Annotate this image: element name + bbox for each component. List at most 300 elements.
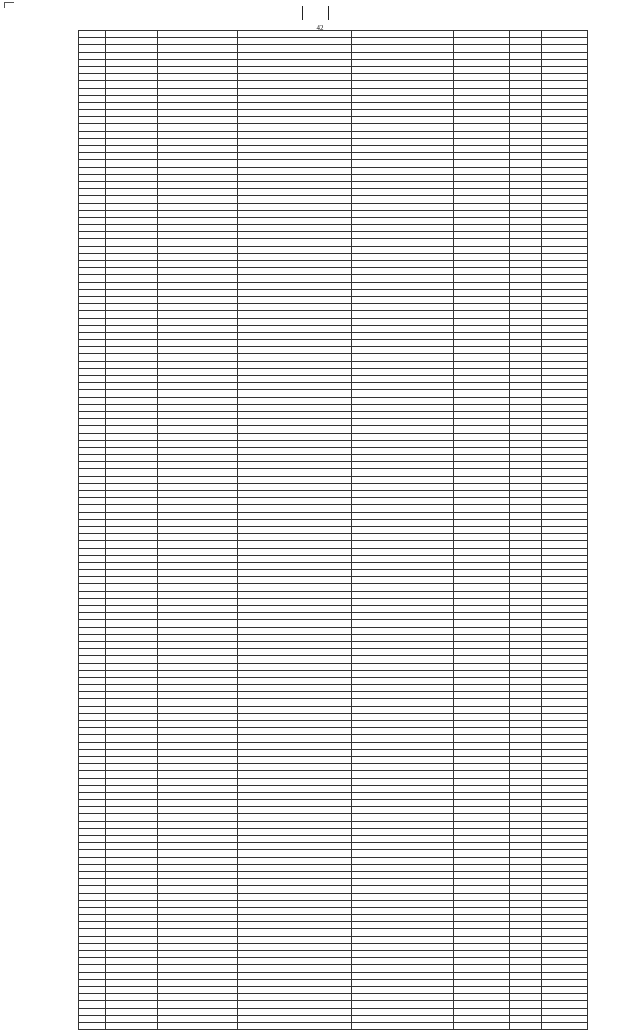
table-cell [542,332,588,339]
table-cell [454,189,510,196]
table-cell [542,225,588,232]
table-cell [106,282,158,289]
table-cell [79,447,106,454]
table-cell [106,376,158,383]
table-cell [158,31,238,38]
table-cell [510,361,542,368]
table-cell [79,491,106,498]
table-cell [542,483,588,490]
table-cell [238,670,352,677]
table-cell [352,986,454,993]
table-cell [79,721,106,728]
table-cell [542,304,588,311]
table-cell [79,52,106,59]
table-cell [158,800,238,807]
table-cell [79,411,106,418]
table-cell [238,246,352,253]
table-cell [510,620,542,627]
table-cell [510,749,542,756]
table-cell [238,814,352,821]
table-cell [454,74,510,81]
table-cell [542,785,588,792]
table-cell [542,1001,588,1008]
table-row [79,677,588,684]
table-cell [542,821,588,828]
table-cell [352,304,454,311]
table-cell [79,225,106,232]
table-cell [79,685,106,692]
table-cell [542,404,588,411]
table-cell [158,713,238,720]
table-cell [79,383,106,390]
table-cell [510,634,542,641]
table-cell [106,498,158,505]
table-cell [158,828,238,835]
table-cell [454,541,510,548]
table-cell [510,282,542,289]
table-cell [454,721,510,728]
table-cell [510,907,542,914]
table-cell [454,239,510,246]
table-cell [238,110,352,117]
table-cell [352,627,454,634]
table-cell [106,871,158,878]
table-cell [510,886,542,893]
table-cell [454,534,510,541]
table-cell [79,526,106,533]
table-cell [106,893,158,900]
table-cell [238,383,352,390]
table-cell [158,433,238,440]
table-row [79,189,588,196]
table-cell [106,426,158,433]
table-row [79,52,588,59]
table-cell [106,311,158,318]
table-cell [79,498,106,505]
table-cell [79,505,106,512]
table-cell [238,512,352,519]
table-cell [238,354,352,361]
table-cell [454,246,510,253]
table-cell [352,613,454,620]
table-cell [510,102,542,109]
table-cell [106,174,158,181]
table-cell [106,663,158,670]
table-cell [510,505,542,512]
table-cell [510,38,542,45]
table-cell [352,785,454,792]
table-row [79,915,588,922]
table-cell [158,843,238,850]
table-cell [454,936,510,943]
table-cell [352,462,454,469]
table-cell [510,534,542,541]
table-cell [79,404,106,411]
table-cell [106,951,158,958]
table-row [79,792,588,799]
table-cell [79,275,106,282]
table-cell [454,354,510,361]
table-cell [106,59,158,66]
table-cell [510,110,542,117]
table-row [79,864,588,871]
table-cell [454,390,510,397]
table-cell [542,792,588,799]
table-cell [352,814,454,821]
table-cell [106,526,158,533]
table-cell [352,203,454,210]
table-cell [542,756,588,763]
table-cell [238,210,352,217]
table-cell [510,670,542,677]
table-cell [158,965,238,972]
table-cell [106,181,158,188]
table-cell [510,117,542,124]
table-cell [510,541,542,548]
table-cell [454,81,510,88]
table-cell [352,519,454,526]
table-cell [510,433,542,440]
table-cell [106,476,158,483]
table-cell [106,534,158,541]
table-cell [106,38,158,45]
table-cell [238,325,352,332]
table-cell [454,332,510,339]
table-cell [510,332,542,339]
table-cell [79,613,106,620]
table-cell [158,131,238,138]
table-cell [106,1008,158,1015]
table-cell [238,879,352,886]
table-cell [158,289,238,296]
table-cell [510,519,542,526]
table-cell [510,900,542,907]
table-cell [79,74,106,81]
table-row [79,419,588,426]
table-cell [106,203,158,210]
table-cell [454,850,510,857]
table-cell [238,146,352,153]
table-cell [454,879,510,886]
table-cell [79,95,106,102]
table-cell [352,411,454,418]
table-cell [352,469,454,476]
table-cell [352,871,454,878]
table-row [79,174,588,181]
table-cell [79,311,106,318]
table-cell [106,261,158,268]
table-cell [542,110,588,117]
table-cell [106,850,158,857]
table-cell [352,318,454,325]
table-cell [510,721,542,728]
table-cell [352,81,454,88]
table-cell [542,66,588,73]
table-cell [106,972,158,979]
table-row [79,455,588,462]
table-row [79,59,588,66]
table-cell [454,153,510,160]
table-cell [510,217,542,224]
table-cell [106,52,158,59]
table-cell [79,261,106,268]
table-cell [454,735,510,742]
table-cell [454,907,510,914]
table-cell [106,469,158,476]
table-cell [510,785,542,792]
table-cell [158,404,238,411]
table-row [79,1022,588,1029]
table-cell [454,131,510,138]
table-cell [510,584,542,591]
table-cell [542,519,588,526]
table-row [79,591,588,598]
table-cell [352,1015,454,1022]
table-cell [454,181,510,188]
table-cell [158,677,238,684]
table-cell [352,800,454,807]
table-cell [454,512,510,519]
table-cell [454,900,510,907]
table-cell [106,491,158,498]
table-cell [158,246,238,253]
table-cell [238,498,352,505]
table-cell [542,512,588,519]
table-cell [352,102,454,109]
table-cell [352,1022,454,1029]
table-cell [238,59,352,66]
table-cell [79,713,106,720]
table-row [79,483,588,490]
table-cell [158,922,238,929]
table-cell [238,160,352,167]
table-cell [542,52,588,59]
table-cell [510,598,542,605]
table-cell [158,253,238,260]
table-cell [542,196,588,203]
table-cell [238,433,352,440]
table-row [79,232,588,239]
table-cell [542,419,588,426]
table-cell [542,936,588,943]
table-row [79,620,588,627]
table-cell [510,699,542,706]
table-cell [79,907,106,914]
table-cell [79,332,106,339]
table-cell [510,462,542,469]
binding-mark-left [302,6,303,20]
table-cell [79,289,106,296]
table-cell [158,699,238,706]
table-cell [79,483,106,490]
table-cell [454,828,510,835]
table-cell [454,174,510,181]
table-cell [158,491,238,498]
table-cell [238,555,352,562]
table-row [79,268,588,275]
table-cell [352,74,454,81]
table-cell [510,879,542,886]
table-row [79,922,588,929]
table-cell [454,591,510,598]
table-row [79,656,588,663]
table-cell [79,548,106,555]
table-cell [454,210,510,217]
table-cell [510,871,542,878]
table-row [79,526,588,533]
table-row [79,390,588,397]
table-cell [79,828,106,835]
table-cell [454,692,510,699]
table-row [79,239,588,246]
table-cell [510,268,542,275]
table-cell [158,340,238,347]
table-cell [106,404,158,411]
table-cell [158,771,238,778]
table-cell [510,828,542,835]
table-cell [510,153,542,160]
table-cell [352,498,454,505]
table-cell [454,146,510,153]
table-cell [79,253,106,260]
table-cell [106,232,158,239]
table-cell [454,117,510,124]
table-cell [352,419,454,426]
table-cell [158,38,238,45]
table-cell [106,742,158,749]
table-cell [79,864,106,871]
table-cell [79,929,106,936]
table-cell [158,189,238,196]
table-cell [510,174,542,181]
table-cell [542,325,588,332]
table-cell [106,907,158,914]
table-cell [542,771,588,778]
table-cell [510,526,542,533]
table-cell [238,232,352,239]
table-row [79,117,588,124]
table-cell [79,1022,106,1029]
table-cell [79,124,106,131]
table-cell [158,656,238,663]
table-cell [352,196,454,203]
table-cell [158,376,238,383]
table-cell [352,649,454,656]
table-cell [79,649,106,656]
table-cell [106,548,158,555]
table-cell [238,304,352,311]
table-cell [352,246,454,253]
table-cell [510,138,542,145]
table-cell [510,246,542,253]
table-cell [106,383,158,390]
table-cell [510,843,542,850]
table-row [79,261,588,268]
table-cell [106,253,158,260]
table-cell [352,598,454,605]
table-cell [238,943,352,950]
table-cell [510,1001,542,1008]
table-cell [352,275,454,282]
table-cell [238,893,352,900]
table-cell [454,225,510,232]
table-cell [454,606,510,613]
table-cell [158,1008,238,1015]
table-cell [106,81,158,88]
table-cell [79,663,106,670]
table-cell [158,88,238,95]
table-row [79,433,588,440]
table-cell [238,548,352,555]
table-cell [542,383,588,390]
table-cell [352,383,454,390]
table-cell [158,426,238,433]
table-cell [542,491,588,498]
table-cell [510,728,542,735]
table-row [79,541,588,548]
table-cell [352,52,454,59]
table-cell [79,1015,106,1022]
table-cell [238,613,352,620]
table-row [79,167,588,174]
table-row [79,634,588,641]
table-row [79,670,588,677]
table-cell [542,45,588,52]
table-cell [106,807,158,814]
table-cell [352,706,454,713]
table-cell [106,167,158,174]
table-cell [238,591,352,598]
table-cell [158,634,238,641]
table-cell [510,857,542,864]
table-cell [79,922,106,929]
table-cell [542,541,588,548]
table-cell [542,929,588,936]
table-cell [510,354,542,361]
table-cell [158,462,238,469]
table-cell [510,210,542,217]
table-cell [510,742,542,749]
table-cell [510,893,542,900]
table-cell [510,304,542,311]
table-cell [158,268,238,275]
table-cell [79,117,106,124]
table-cell [542,958,588,965]
table-cell [352,268,454,275]
table-cell [238,663,352,670]
table-cell [158,368,238,375]
table-cell [79,462,106,469]
table-cell [510,771,542,778]
table-cell [352,606,454,613]
table-row [79,871,588,878]
table-cell [79,958,106,965]
table-cell [454,31,510,38]
table-row [79,110,588,117]
table-cell [352,88,454,95]
table-cell [158,541,238,548]
table-cell [158,261,238,268]
table-cell [352,994,454,1001]
table-cell [106,735,158,742]
table-cell [542,915,588,922]
table-cell [106,915,158,922]
table-cell [510,52,542,59]
table-cell [158,613,238,620]
table-cell [510,146,542,153]
table-cell [454,699,510,706]
table-cell [352,376,454,383]
